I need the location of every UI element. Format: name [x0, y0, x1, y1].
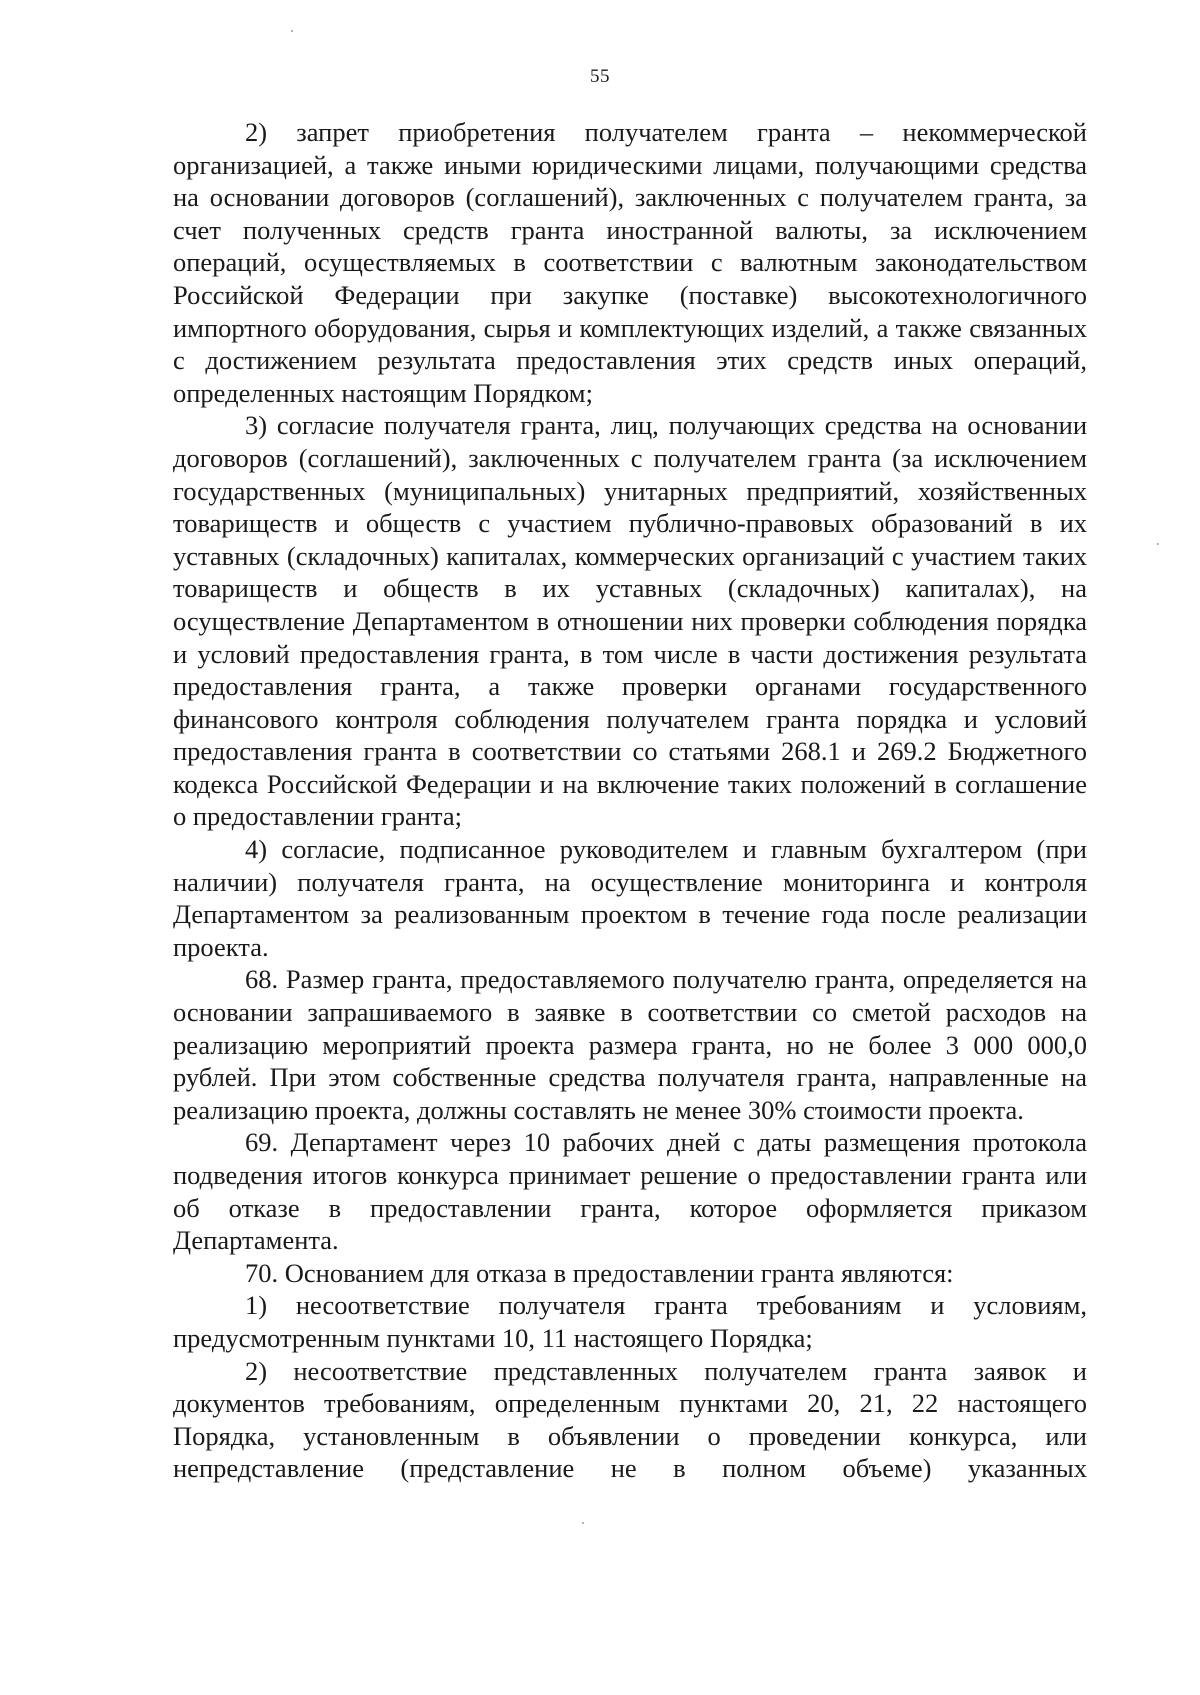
document-body: [173, 116, 1087, 1485]
paragraph-item-3-inspection-consent: 3) согласие получателя гранта, лиц, получающих средства на основании договоров (соглашений), заключенных с получателем гранта (за исключением государственных (муниципальных) унитарных предприятий, хозяйственных товариществ и обществ с участием публично-правовых образований в их уставных (складочных) капиталах, коммерческих организаций с участием таких товариществ и обществ в их уставных (складочных) капиталах), на осуществление Департаментом в отношении них проверки соблюдения порядка и условий предоставления гранта, в том числе в части достижения результата предоставления гранта, а также проверки органами государственного финансового контроля соблюдения получателем гранта порядка и условий предоставления гранта в соответствии со статьями 268.1 и 269.2 Бюджетного кодекса Российской Федерации и на включение таких положений в соглашение о предоставлении гранта;: [173, 410, 1087, 832]
page-number: 55: [590, 66, 610, 87]
paragraph-clause-69-decision: 69. Департамент через 10 рабочих дней с даты размещения протокола подведения итогов конкурса принимает решение о предоставлении гранта или об отказе в предоставлении гранта, которое оформляется приказом Департамента.: [173, 1127, 1087, 1256]
paragraph-refusal-item-2: 2) несоответствие представленных получателем гранта заявок и документов требованиям, определенным пунктами 20, 21, 22 настоящего Порядка, установленным в объявлении о проведении конкурса, или непредставление (представление не в полном объеме) указанных: [173, 1355, 1087, 1484]
paragraph-item-2-currency-ban: 2) запрет приобретения получателем гранта – некоммерческой организацией, а также иными юридическими лицами, получающими средства на основании договоров (соглашений), заключенных с получателем гранта, за счет полученных средств гранта иностранной валюты, за исключением операций, осуществляемых в соответствии с валютным законодательством Российской Федерации при закупке (поставке) высокотехнологичного импортного оборудования, сырья и комплектующих изделий, а также связанных с достижением результата предоставления этих средств иных операций, определенных настоящим Порядком;: [173, 117, 1087, 408]
scan-speck: [582, 1522, 584, 1524]
paragraph-clause-68-grant-size: 68. Размер гранта, предоставляемого получателю гранта, определяется на основании запрашиваемого в заявке в соответствии со сметой расходов на реализацию мероприятий проекта размера гранта, но не более 3 000 000,0 рублей. При этом собственные средства получателя гранта, направленные на реализацию проекта, должны составлять не менее 30% стоимости проекта.: [173, 964, 1087, 1125]
scan-speck: [1157, 543, 1159, 545]
paragraph-refusal-item-1: 1) несоответствие получателя гранта требованиям и условиям, предусмотренным пунктами 10, 11 настоящего Порядка;: [173, 1290, 1087, 1353]
paragraph-item-4-monitoring-consent: 4) согласие, подписанное руководителем и главным бухгалтером (при наличии) получателя гранта, на осуществление мониторинга и контроля Департаментом за реализованным проектом в течение года после реализации проекта.: [173, 834, 1087, 962]
paragraph-clause-70-refusal-grounds: 70. Основанием для отказа в предоставлении гранта являются:: [245, 1257, 954, 1288]
scan-speck: [291, 30, 293, 32]
